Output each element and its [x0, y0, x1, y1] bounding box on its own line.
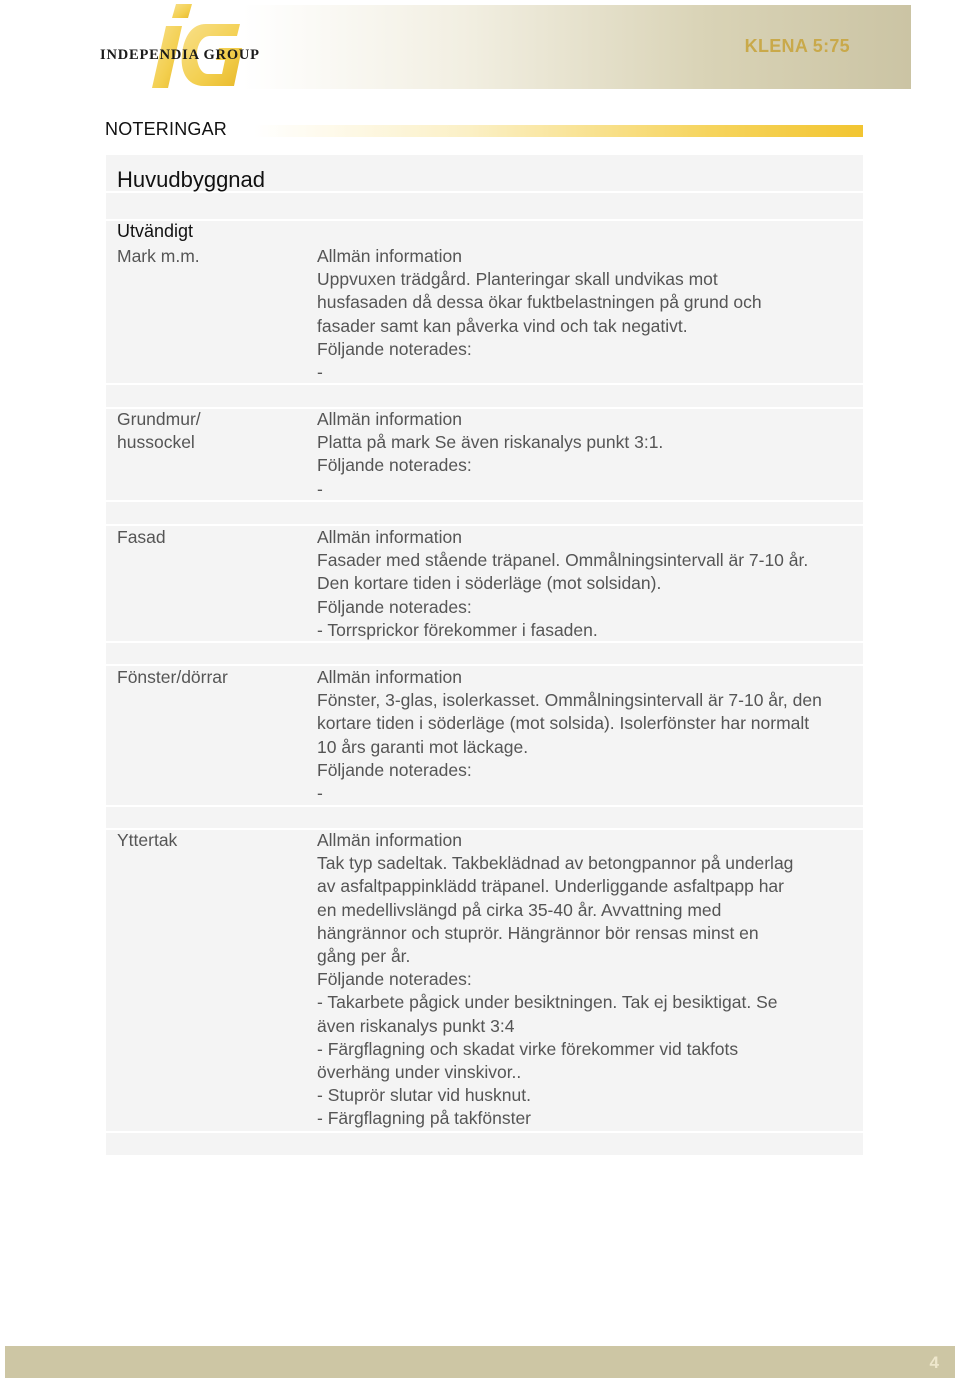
row-label-grundmur: Grundmur/ hussockel: [117, 409, 201, 452]
company-name: INDEPENDIA GROUP: [100, 47, 260, 63]
row-label-fasad: Fasad: [117, 527, 166, 547]
row-label-yttertak: Yttertak: [117, 830, 178, 850]
divider: [106, 219, 863, 221]
row-text-grundmur: Allmän information Platta på mark Se även riskanalys punkt 3:1. Följande noterades: -: [317, 409, 664, 499]
divider: [106, 805, 863, 807]
row-text-fasad: Allmän information Fasader med stående träpanel. Ommålningsintervall är 7-10 år. Den kortare tiden i söderläge (mot solsidan). Följande noterades: - Torrsprickor förekommer i fasaden.: [317, 527, 809, 640]
notes-panel: [106, 155, 863, 1155]
company-logo: [100, 0, 280, 92]
divider: [106, 1131, 863, 1133]
row-text-mark: Allmän information Uppvuxen trädgård. Planteringar skall undvikas mot husfasaden då dessa ökar fuktbelastningen på grund och fasader samt kan påverka vind och tak negativt. Följande noterades: -: [317, 246, 762, 383]
ig-logo-icon: [148, 0, 248, 92]
row-label-fonster: Fönster/dörrar: [117, 667, 228, 687]
document-code: KLENA 5:75: [744, 36, 850, 56]
section-label: NOTERINGAR: [105, 119, 228, 139]
row-text-fonster: Allmän information Fönster, 3-glas, isolerkasset. Ommålningsintervall är 7-10 år, den kortare tiden i söderläge (mot solsida). Isolerfönster har normalt 10 års garanti mot läckage. Följande noterades: -: [317, 667, 822, 804]
row-label-mark: Mark m.m.: [117, 246, 200, 266]
page-number: 4: [929, 1353, 939, 1372]
building-title: Huvudbyggnad: [117, 167, 266, 192]
footer-bar: [5, 1346, 955, 1378]
row-text-yttertak: Allmän information Tak typ sadeltak. Takbeklädnad av betongpannor på underlag av asfaltpappinklädd träpanel. Underliggande asfaltpapp har en medellivslängd på cirka 35-40 år. Avvattning med hängrännor och stuprör. Hängrännor bör rensas minst en gång per år. Följande noterades: - Takarbete pågick under besiktningen. Tak ej besiktigat. Se även riskanalys punkt 3:4 - Färgflagning och skadat virke förekommer vid takfots överhäng under vinskivor.. - Stuprör slutar vid husknut. - Färgflagning på takfönster: [317, 830, 794, 1129]
section-subtitle: Utvändigt: [117, 221, 194, 241]
section-rule: [254, 125, 863, 137]
